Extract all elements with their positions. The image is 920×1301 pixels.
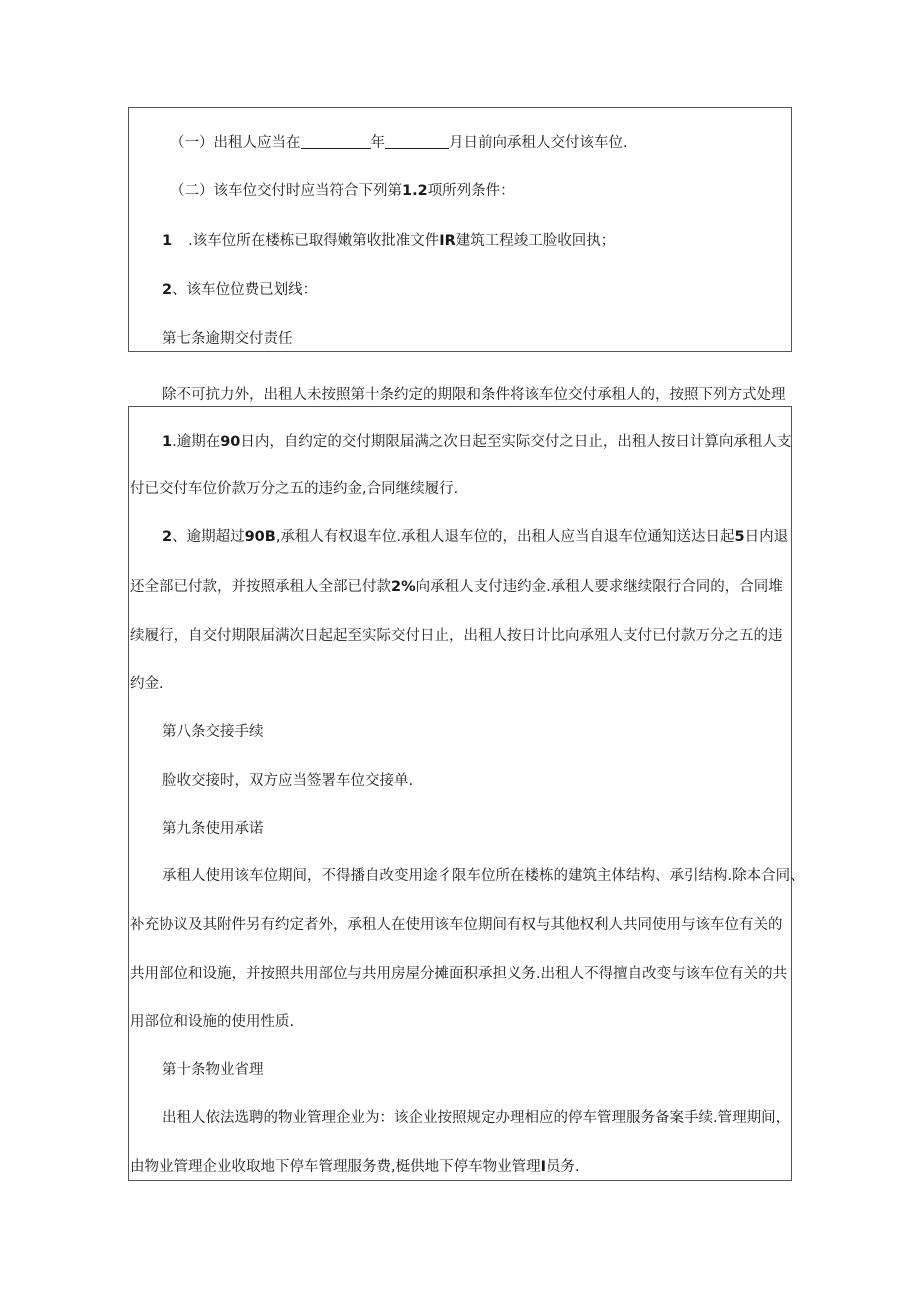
clause-text: 建筑工程竣工脸收回执；: [455, 233, 616, 249]
clause-text: 、逾期超过: [172, 529, 245, 545]
penalty-item-2-line-3: 续履行，自交付期限届满次日起起至实际交付日止，出租人按日计比向承殂人支付已付款万分之五的违: [130, 628, 783, 644]
article-9-line-3: 共用部位和设施，并按照共用部位与共用房屋分摊面积承担义务.出租人不得擅自改变与该车位有关的共: [130, 966, 788, 982]
year-blank: [301, 134, 371, 149]
year-label: 年: [370, 135, 385, 151]
clause-text: 员务.: [546, 1159, 580, 1175]
clause-text: IR: [439, 233, 456, 249]
item-number: 2: [162, 529, 173, 545]
clause-text: （二）该车位交付时应当符合下列第: [170, 183, 402, 199]
article-9-line-1: 承租人使用该车位期间，不得播自改变用途彳限车位所在楼栋的建筑主体结构、承引结构.除本合同、: [162, 868, 805, 884]
clause-text: I: [540, 1159, 547, 1175]
item-number: 1.2: [402, 183, 428, 199]
clause-number: 5: [734, 529, 745, 545]
clause-number: 2%: [391, 579, 416, 595]
article-9-heading: 第九条使用承诺: [162, 821, 264, 837]
item-number: 1: [162, 434, 173, 450]
penalty-item-1-line-2: 付已交付车位价款万分之五的违约金,合同继续履行.: [130, 481, 459, 497]
delivery-conditions-clause: [170, 181, 515, 201]
clause-text: .逾期在: [172, 434, 221, 450]
condition-item-1: [162, 231, 615, 251]
condition-item-2: [162, 280, 317, 300]
clause-text: ,承租人有权退车位.承租人退车位的，出租人应当自退车位通知送达日起: [275, 529, 735, 545]
clause-text: 、该车位位费已划线：: [172, 282, 318, 298]
clause-text: 日内，自约定的交付期限届满之次日起至实际交付之日止，出租人按日计算向承租人支: [240, 434, 792, 450]
clause-text: 月日前向承租人交付该车位.: [449, 135, 628, 151]
clause-text: （一）出租人应当在: [170, 135, 301, 151]
penalty-item-1-line-1: [162, 432, 791, 452]
article-9-line-4: 用部位和设施的使用性质.: [130, 1014, 295, 1030]
article-10-line-2: [130, 1157, 580, 1177]
clause-text: 日内退: [744, 529, 789, 545]
clause-text: 向承租人支付违约金.承租人要求继续限行合同的，合同堆: [415, 579, 783, 595]
clause-text: .该车位所在楼栋已取得嫩第收批准文件: [188, 233, 440, 249]
article-10-line-1: 出租人依法选聘的物业管理企业为：该企业按照规定办理相应的停车管理服务备案手续.管理期间，: [162, 1110, 791, 1126]
clause-number: 90: [220, 434, 241, 450]
article-7-intro: 除不可抗力外，出租人未按照第十条约定的期限和条件将该车位交付承租人的，按照下列方式处理: [162, 387, 786, 403]
penalty-item-2-line-1: [162, 527, 788, 547]
penalty-item-2-line-2: [130, 577, 783, 597]
item-number: 2: [162, 282, 173, 298]
article-8-text: 脸收交接时，双方应当签署车位交接单.: [162, 773, 414, 789]
clause-number: 90B: [244, 529, 276, 545]
penalty-item-2-line-4: 约金.: [130, 676, 164, 692]
article-7-heading: 第七条逾期交付责任: [162, 331, 293, 347]
article-9-line-2: 补充协议及其附件另有约定者外，承租人在使用该车位期间有权与其他权利人共同使用与该车位有关的: [130, 917, 783, 933]
item-number: 1: [162, 233, 173, 249]
article-8-heading: 第八条交接手续: [162, 724, 264, 740]
article-10-heading: 第十条物业省理: [162, 1062, 264, 1078]
delivery-date-clause: [170, 133, 628, 153]
month-blank: [385, 134, 449, 149]
clause-text: 项所列条件：: [427, 183, 515, 199]
clause-text: 还全部已付款，并按照承租人全部已付款: [130, 579, 391, 595]
clause-text: 由物业管理企业收取地下停车管理服务费,梃供地下停车物业管理: [130, 1159, 541, 1175]
